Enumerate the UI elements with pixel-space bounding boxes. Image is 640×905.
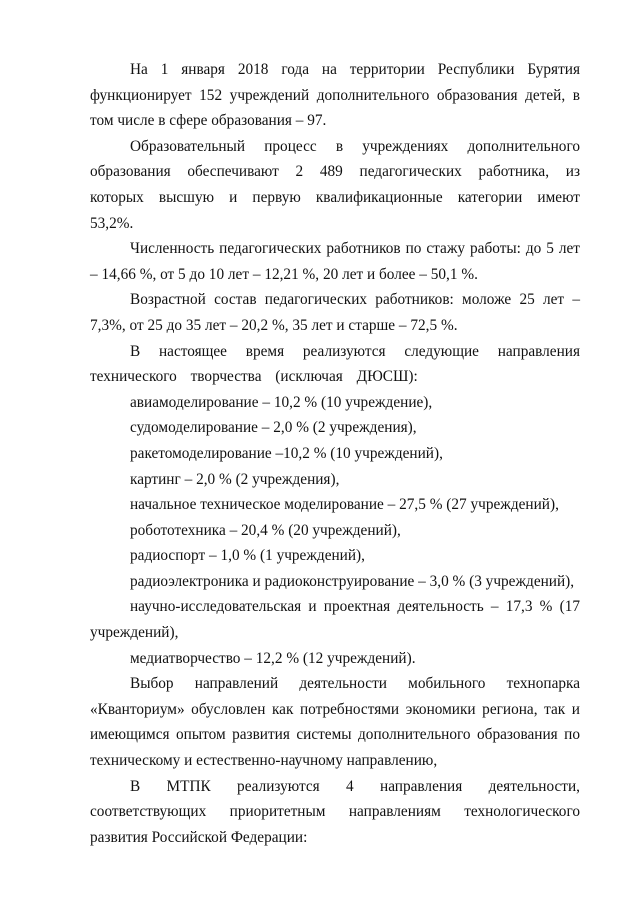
list-item: радиоэлектроника и радиоконструирование – 3,0 % (3 учреждений), — [130, 572, 575, 590]
list-item: научно-исследовательская и проектная деятельность – 17,3 % (17 учреждений), — [90, 598, 580, 642]
paragraph-mtpk: В МТПК реализуются 4 направления деятельности, соответствующих приоритетным направлениям технологического развития Российской Федерации: — [90, 777, 580, 846]
paragraph-institutions: На 1 января 2018 года на территории Республики Бурятия функционирует 152 учреждений дополнительного образования детей, в том числе в сфере образования – 97. — [90, 61, 580, 130]
paragraph-experience: Численность педагогических работников по стажу работы: до 5 лет – 14,66 %, от 5 до 10 лет – 12,21 %, 20 лет и более – 50,1 %. — [90, 240, 580, 283]
list-item: судомоделирование – 2,0 % (2 учреждения), — [130, 419, 417, 437]
paragraph-directions-intro: В настоящее время реализуются следующие направления технического творчества (исключая ДЮСШ): — [90, 342, 580, 386]
list-item: ракетомоделирование –10,2 % (10 учреждений), — [130, 444, 443, 462]
paragraph-age: Возрастной состав педагогических работников: моложе 25 лет – 7,3%, от 25 до 35 лет – 20,2 %, 35 лет и старше – 72,5 %. — [90, 291, 580, 334]
list-item: картинг – 2,0 % (2 учреждения), — [130, 470, 340, 488]
list-item: авиамоделирование – 10,2 % (10 учреждение), — [130, 393, 433, 411]
paragraph-kvantorium: Выбор направлений деятельности мобильного технопарка «Кванториум» обусловлен как потребностями экономики региона, так и имеющимся опытом развития системы дополнительного образования по техническому и естественно-научному направлению, — [90, 675, 580, 770]
list-item: медиатворчество – 12,2 % (12 учреждений). — [130, 649, 416, 667]
list-item: начальное техническое моделирование – 27,5 % (27 учреждений), — [130, 496, 559, 514]
list-item: робототехника – 20,4 % (20 учреждений), — [130, 521, 401, 539]
paragraph-teachers: Образовательный процесс в учреждениях дополнительного образования обеспечивают 2 489 педагогических работника, из которых высшую и первую квалификационные категории имеют 53,2%. — [90, 137, 580, 232]
list-item: радиоспорт – 1,0 % (1 учреждений), — [130, 547, 365, 565]
